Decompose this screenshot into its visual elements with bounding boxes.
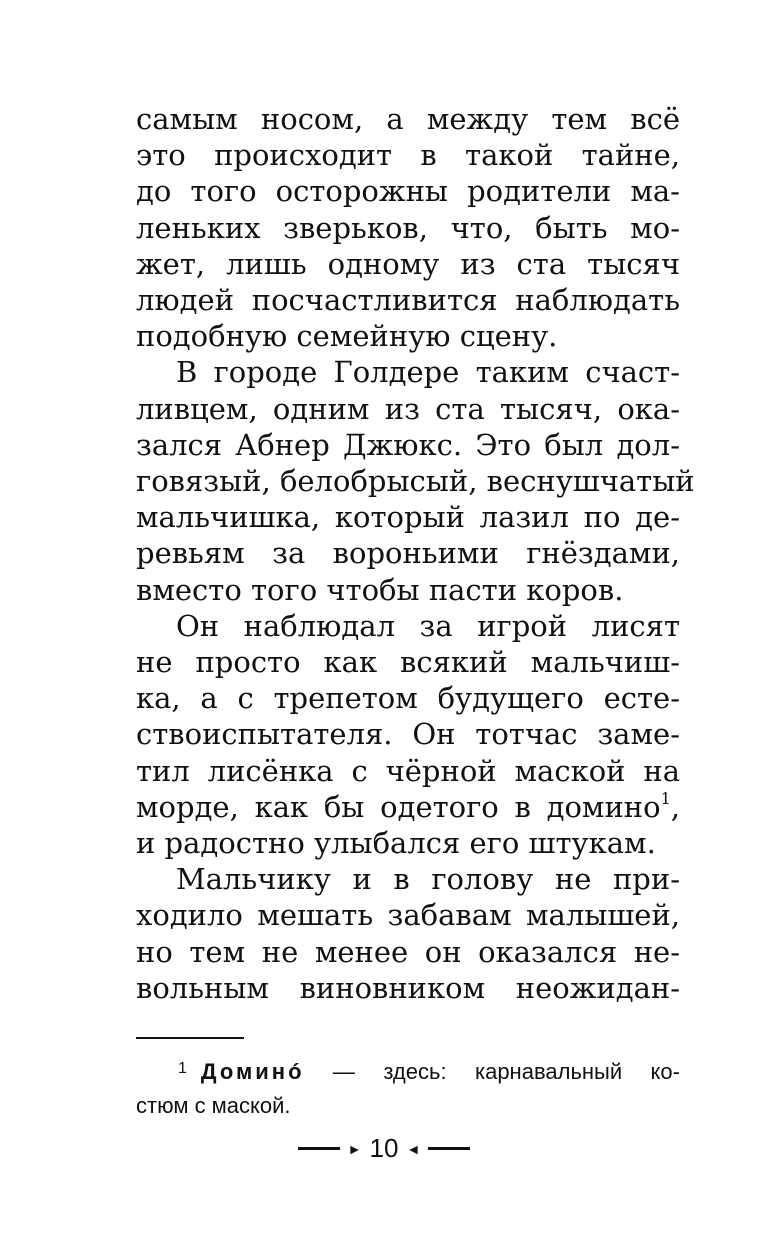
page-number: 10 — [369, 1133, 399, 1163]
text-line: ствоиспытателя. Он тотчас заме- — [136, 717, 680, 752]
text-line: ка, а с трепетом будущего есте- — [136, 681, 680, 716]
text-line: говязый, белобрысый, веснушчатый — [136, 464, 695, 499]
text-line: и радостно улыбался его штукам. — [136, 826, 656, 861]
footnote-divider — [136, 1037, 244, 1039]
text-line: подобную семейную сцену. — [136, 319, 558, 354]
punctuation: , — [670, 789, 680, 824]
decorative-bar — [298, 1147, 340, 1150]
footnote-line — [136, 1052, 680, 1089]
text-line: мальчишка, который лазил по де- — [136, 500, 680, 535]
text-line: но тем не менее он оказался не- — [136, 934, 680, 969]
arrow-left-icon: ◄ — [406, 1140, 421, 1157]
text-line: ревьям за вороньими гнёздами, — [136, 536, 680, 571]
text-line: вместо того чтобы пасти коров. — [136, 572, 624, 607]
text-line: зался Абнер Джюкс. Это был дол- — [136, 427, 680, 462]
footnote-marker: 1 — [178, 1060, 187, 1077]
page-number-footer — [0, 1133, 768, 1164]
text-line: леньких зверьков, что, быть мо- — [136, 210, 680, 245]
body-text — [136, 101, 695, 1006]
decorative-bar — [428, 1147, 470, 1150]
footnote-definition: — здесь: карнавальный ко- — [304, 1059, 680, 1084]
text-line: людей посчастливится наблюдать — [136, 283, 680, 318]
text-line-with-footnote — [136, 789, 680, 825]
footnote — [136, 1052, 680, 1123]
paragraph-start-line: Он наблюдал за игрой лисят — [176, 608, 680, 643]
text-line: ходило мешать забавам малышей, — [136, 898, 680, 933]
text-segment: морде, как бы одетого в домино — [136, 789, 661, 824]
text-line: тил лисёнка с чёрной маской на — [136, 753, 680, 788]
text-line: до того осторожны родители ма- — [136, 174, 680, 209]
text-line: жет, лишь одному из ста тысяч — [136, 246, 680, 281]
text-line: не просто как всякий мальчиш- — [136, 645, 680, 680]
arrow-right-icon: ► — [347, 1140, 362, 1157]
footnote-term: Доминó — [200, 1059, 305, 1084]
text-line: вольным виновником неожидан- — [136, 970, 680, 1005]
paragraph-start-line: В городе Голдере таким счаст- — [176, 355, 680, 390]
text-line: самым носом, а между тем всё — [136, 102, 680, 136]
paragraph-start-line: Мальчику и в голову не при- — [176, 862, 680, 897]
footnote-reference: 1 — [660, 788, 671, 808]
text-line: ливцем, одним из ста тысяч, ока- — [136, 391, 680, 426]
text-line: это происходит в такой тайне, — [136, 138, 680, 173]
footnote-line: стюм с маской. — [136, 1093, 291, 1118]
